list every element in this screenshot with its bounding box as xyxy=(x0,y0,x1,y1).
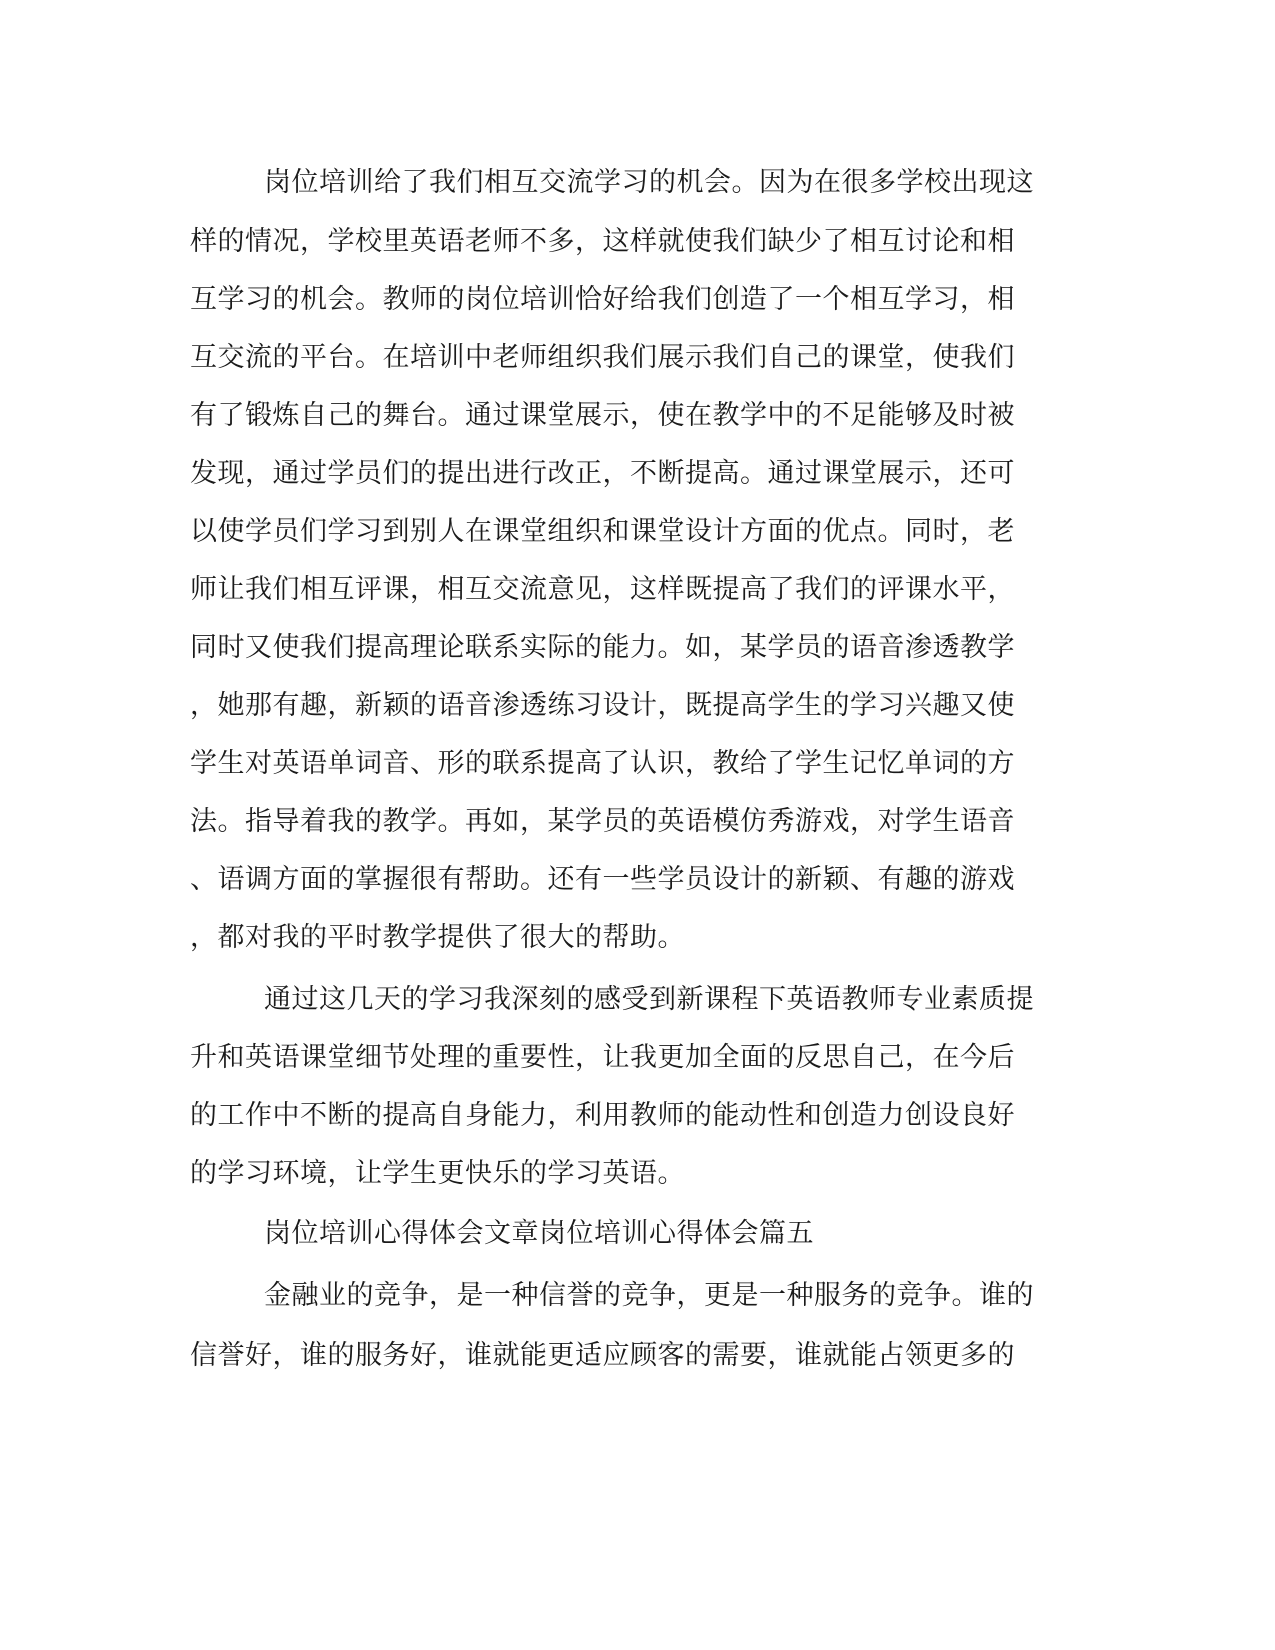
text-line: 的学习环境，让学生更快乐的学习英语。 xyxy=(190,1158,685,1189)
text-line: ，她那有趣，新颖的语音渗透练习设计，既提高学生的学习兴趣又使 xyxy=(190,690,1015,721)
text-line: 学生对英语单词音、形的联系提高了认识，教给了学生记忆单词的方 xyxy=(190,748,1015,779)
text-line: 以使学员们学习到别人在课堂组织和课堂设计方面的优点。同时，老 xyxy=(190,516,1015,547)
text-line: 信誉好，谁的服务好，谁就能更适应顾客的需要，谁就能占领更多的 xyxy=(190,1340,1015,1371)
text-line: 通过这几天的学习我深刻的感受到新课程下英语教师专业素质提 xyxy=(264,984,1034,1015)
text-line: 互学习的机会。教师的岗位培训恰好给我们创造了一个相互学习，相 xyxy=(190,284,1015,315)
text-line: ，都对我的平时教学提供了很大的帮助。 xyxy=(190,922,685,953)
text-line: 法。指导着我的教学。再如，某学员的英语模仿秀游戏，对学生语音 xyxy=(190,806,1015,837)
text-line: 金融业的竞争，是一种信誉的竞争，更是一种服务的竞争。谁的 xyxy=(264,1280,1034,1311)
text-line: 师让我们相互评课，相互交流意见，这样既提高了我们的评课水平， xyxy=(190,574,1015,605)
text-line: 升和英语课堂细节处理的重要性，让我更加全面的反思自己，在今后 xyxy=(190,1042,1015,1073)
text-line: 样的情况，学校里英语老师不多，这样就使我们缺少了相互讨论和相 xyxy=(190,226,1015,257)
text-line: 互交流的平台。在培训中老师组织我们展示我们自己的课堂，使我们 xyxy=(190,342,1015,373)
text-line: 同时又使我们提高理论联系实际的能力。如，某学员的语音渗透教学 xyxy=(190,632,1015,663)
text-line: 的工作中不断的提高自身能力，利用教师的能动性和创造力创设良好 xyxy=(190,1100,1015,1131)
section-heading: 岗位培训心得体会文章岗位培训心得体会篇五 xyxy=(264,1218,814,1249)
text-line: 发现，通过学员们的提出进行改正，不断提高。通过课堂展示，还可 xyxy=(190,458,1015,489)
text-line: 有了锻炼自己的舞台。通过课堂展示，使在教学中的不足能够及时被 xyxy=(190,400,1015,431)
text-line: 岗位培训给了我们相互交流学习的机会。因为在很多学校出现这 xyxy=(264,167,1034,198)
text-line: 、语调方面的掌握很有帮助。还有一些学员设计的新颖、有趣的游戏 xyxy=(190,864,1015,895)
